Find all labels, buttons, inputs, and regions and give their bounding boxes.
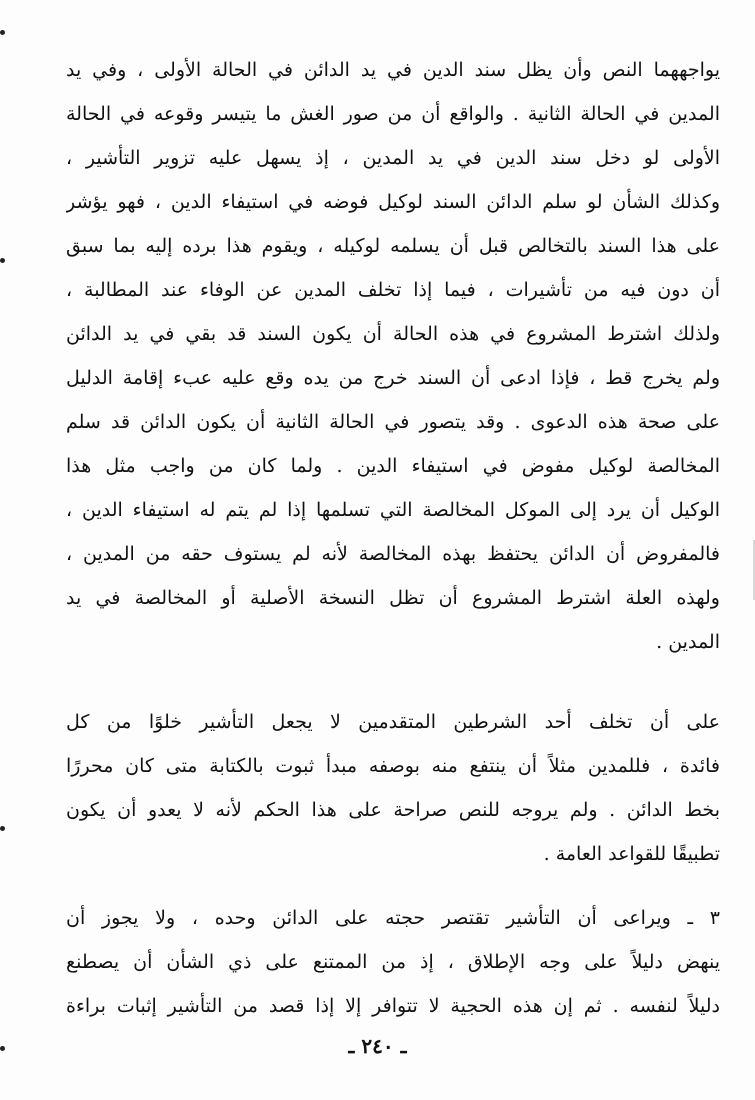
text-line: وكذلك الشأن لو سلم الدائن السند لوكيل فوضه في استيفاء الدين ، فهو يؤشر xyxy=(66,191,720,213)
text-line: على صحة هذه الدعوى . وقد يتصور في الحالة الثانية أن يكون الدائن قد سلم xyxy=(66,411,720,433)
margin-mark xyxy=(0,258,5,263)
text-line: فائدة ، فللمدين مثلاً أن ينتفع منه بوصفه مبدأ ثبوت بالكتابة متى كان محررًا xyxy=(66,755,720,777)
text-line: ولم يخرج قط ، فإذا ادعى أن السند خرج من يده وقع عليه عبء إقامة الدليل xyxy=(66,367,720,389)
margin-mark xyxy=(0,30,5,35)
text-line: ولذلك اشترط المشروع في هذه الحالة أن يكون السند قد بقي في يد الدائن xyxy=(66,323,720,345)
text-line: المخالصة لوكيل مفوض في استيفاء الدين . ولما كان من واجب مثل هذا xyxy=(66,455,720,477)
text-line: ولهذه العلة اشترط المشروع أن تظل النسخة الأصلية أو المخالصة في يد xyxy=(66,587,720,609)
text-line: أن دون فيه من تأشيرات ، فيما إذا تخلف المدين عن الوفاء عند المطالبة ، xyxy=(66,279,720,301)
text-line: فالمفروض أن الدائن يحتفظ بهذه المخالصة لأنه لم يستوف حقه من المدين ، xyxy=(66,543,720,565)
text-line: المدين . xyxy=(656,631,720,653)
page-number: ـ ٢٤٠ ـ xyxy=(348,1034,407,1058)
paragraph-3 xyxy=(66,896,720,1028)
paragraph-1 xyxy=(66,48,720,664)
text-line: ٣ ـ ويراعى أن التأشير تقتصر حجته على الدائن وحده ، ولا يجوز أن xyxy=(66,907,720,929)
text-line: بخط الدائن . ولم يروجه للنص صراحة على هذا الحكم لأنه لا يعدو أن يكون xyxy=(66,799,720,821)
text-line: الأولى لو دخل سند الدين في يد المدين ، إذ يسهل عليه تزوير التأشير ، xyxy=(66,147,720,169)
text-line: دليلاً لنفسه . ثم إن هذه الحجية لا تتوافر إلا إذا قصد من التأشير إثبات براءة xyxy=(66,995,720,1017)
margin-mark xyxy=(0,826,5,831)
text-line: ينهض دليلاً على وجه الإطلاق ، إذ من الممتنع على ذي الشأن أن يصطنع xyxy=(66,951,720,973)
text-line: على هذا السند بالتخالص قبل أن يسلمه لوكيله ، ويقوم هذا برده إليه بما سبق xyxy=(66,235,720,257)
text-line: يواجههما النص وأن يظل سند الدين في يد الدائن في الحالة الأولى ، وفي يد xyxy=(66,59,720,81)
text-line: تطبيقًا للقواعد العامة . xyxy=(543,843,720,865)
text-line: على أن تخلف أحد الشرطين المتقدمين لا يجعل التأشير خلوًا من كل xyxy=(66,711,720,733)
paragraph-2 xyxy=(66,700,720,876)
text-line: الوكيل أن يرد إلى الموكل المخالصة التي تسلمها إذا لم يتم له استيفاء الدين ، xyxy=(66,499,720,521)
text-line: المدين في الحالة الثانية . والواقع أن من صور الغش ما يتيسر وقوعه في الحالة xyxy=(66,103,720,125)
